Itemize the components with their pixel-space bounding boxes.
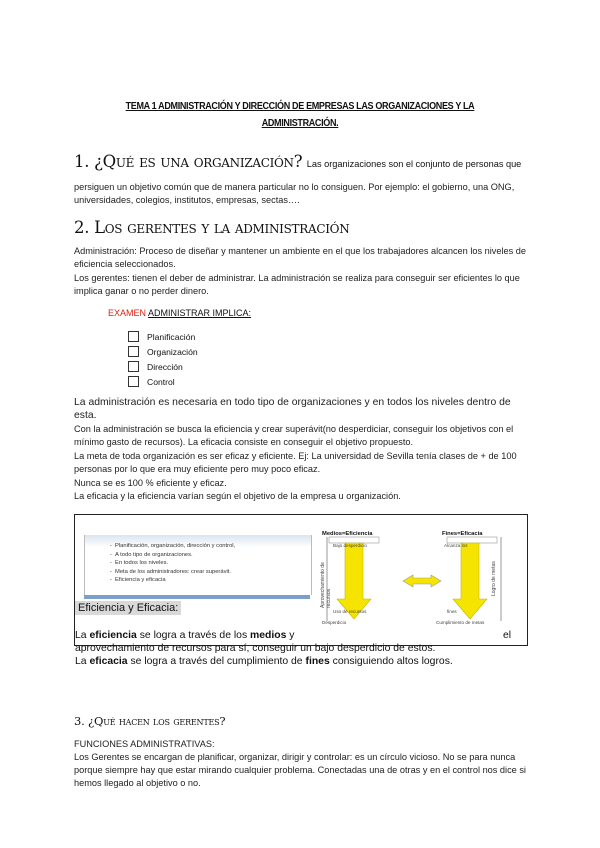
varian-paragraph: La eficacia y la eficiencia varían según el objetivo de la empresa u organización.	[74, 491, 401, 501]
figure-line-2: aprovechamiento de recursos para sí, conseguir un bajo desperdicio de estos.	[75, 643, 436, 654]
text-span: se logra a través del cumplimiento de	[127, 656, 306, 667]
fines-axis-label: Logro de metas	[491, 561, 497, 596]
figure-list-item: - A todo tipo de organizaciones.	[115, 551, 311, 560]
fines-bottom-text: fines	[447, 609, 457, 614]
checkbox-label: Organización	[147, 346, 198, 357]
exam-note	[108, 308, 251, 318]
checkbox-icon	[128, 331, 139, 342]
medios-label: Medios=Eficiencia	[322, 531, 373, 537]
text-span: se logra a través de los	[136, 630, 251, 641]
eficiencia-bold: eficiencia	[89, 630, 137, 641]
checkbox-icon	[128, 376, 139, 387]
meta-paragraph: La meta de toda organización es ser eficaz y eficiente. Ej: La universidad de Sevilla tenía clases de + de 100 personas por lo que era muy eficiente pero muy poco eficaz.	[74, 451, 517, 475]
section2-heading-row	[74, 218, 349, 238]
figure-box-title: Eficiencia y Eficacia:	[75, 601, 181, 615]
exam-text: ADMINISTRAR IMPLICA:	[148, 308, 252, 318]
medios-bold: medios	[250, 630, 287, 641]
document-title: TEMA 1 ADMINISTRACIÓN Y DIRECCIÓN DE EMPRESAS LAS ORGANIZACIONES Y LA ADMINISTRACIÓN.	[125, 100, 475, 129]
funciones-subheading: FUNCIONES ADMINISTRATIVAS:	[74, 739, 215, 749]
text-span: y	[286, 630, 295, 641]
medios-top-text: Bajo desperdicio	[333, 543, 367, 548]
text-span: La	[75, 630, 90, 641]
administracion-definition: Administración: Proceso de diseñar y mantener un ambiente en el que los trabajadores alcancen los niveles de eficiencia seleccionados.	[74, 246, 526, 270]
section1-heading-row	[74, 152, 521, 172]
checkbox-icon	[128, 361, 139, 372]
figure-list-item: - Meta de los administradores: crear superávit.	[115, 568, 311, 577]
administracion-necesaria: La administración es necesaria en todo tipo de organizaciones y en todos los niveles dentro de esta.	[74, 397, 511, 421]
exam-label: EXAMEN	[108, 308, 147, 318]
fines-down-arrow-icon	[453, 543, 487, 619]
fines-bold: fines	[305, 656, 330, 667]
section1-inline-text: Las organizaciones son el conjunto de personas que	[306, 159, 522, 169]
section1-paragraph: persiguen un objetivo común que de manera particular no lo consiguen. Por ejemplo: el gobierno, una ONG, universidades, colegios, institutos, empresas, sectas….	[74, 182, 515, 206]
text-span: La	[75, 656, 90, 667]
figure-divider	[84, 595, 310, 599]
checkbox-item	[128, 331, 195, 342]
medios-axis-label: Aprovechamiento de recursos	[320, 562, 332, 608]
medios-bottom-text: Uso de recursos	[333, 609, 367, 614]
double-arrow-icon	[403, 575, 441, 587]
figure-line-3	[75, 655, 527, 668]
section1-heading: 1. ¿Qué es una organización?	[74, 152, 303, 171]
section2-heading: 2. Los gerentes y la administración	[74, 218, 350, 237]
fines-top-text: Alcanza los	[444, 543, 468, 548]
eficacia-bold: eficacia	[89, 656, 128, 667]
figure-list-item: - En todos los niveles.	[115, 559, 311, 568]
section3-heading: 3. ¿Qué hacen los gerentes?	[74, 714, 226, 728]
section3-paragraph: Los Gerentes se encargan de planificar, organizar, dirigir y controlar: es un círculo vicioso. No se para nunca porque siempre hay que estar mirando cualquier problema. Conectadas una de otras y en el control nos dice si hemos llegado al objetivo o no.	[74, 752, 526, 789]
checkbox-icon	[128, 346, 139, 357]
checkbox-item	[128, 361, 183, 372]
checkbox-label: Dirección	[147, 361, 183, 372]
figure-list-item: - Planificación, organización, dirección y control,	[115, 542, 311, 551]
eficiencia-paragraph: Con la administración se busca la eficiencia y crear superávit(no desperdiciar, conseguir los objetivos con el mínimo gasto de recursos). La eficacia consiste en conseguir el objetivo propuesto.	[74, 424, 514, 448]
checkbox-item	[128, 346, 198, 357]
figure-list-panel	[84, 535, 312, 595]
checkbox-item	[128, 376, 175, 387]
fines-label: Fines=Eficacia	[442, 531, 483, 537]
text-span: consiguiendo altos logros.	[329, 656, 453, 667]
text-span: el	[503, 630, 512, 641]
checkbox-label: Control	[147, 376, 175, 387]
nunca-paragraph: Nunca se es 100 % eficiente y eficaz.	[74, 478, 227, 488]
medios-down-arrow-icon	[337, 543, 371, 619]
fines-bottom-text-2: Cumplimiento de metas	[436, 620, 485, 625]
figure-explanation	[75, 629, 527, 668]
gerentes-definition: Los gerentes: tienen el deber de administrar. La administración se realiza para conseguir ser eficientes lo que implica ganar o no perder dinero.	[74, 273, 520, 297]
medios-bottom-text-2: Desperdicio	[322, 620, 347, 625]
figure-list-item: - Eficiencia y eficacia	[115, 576, 311, 585]
figure-line-1	[75, 629, 527, 642]
checkbox-label: Planificación	[147, 331, 196, 342]
